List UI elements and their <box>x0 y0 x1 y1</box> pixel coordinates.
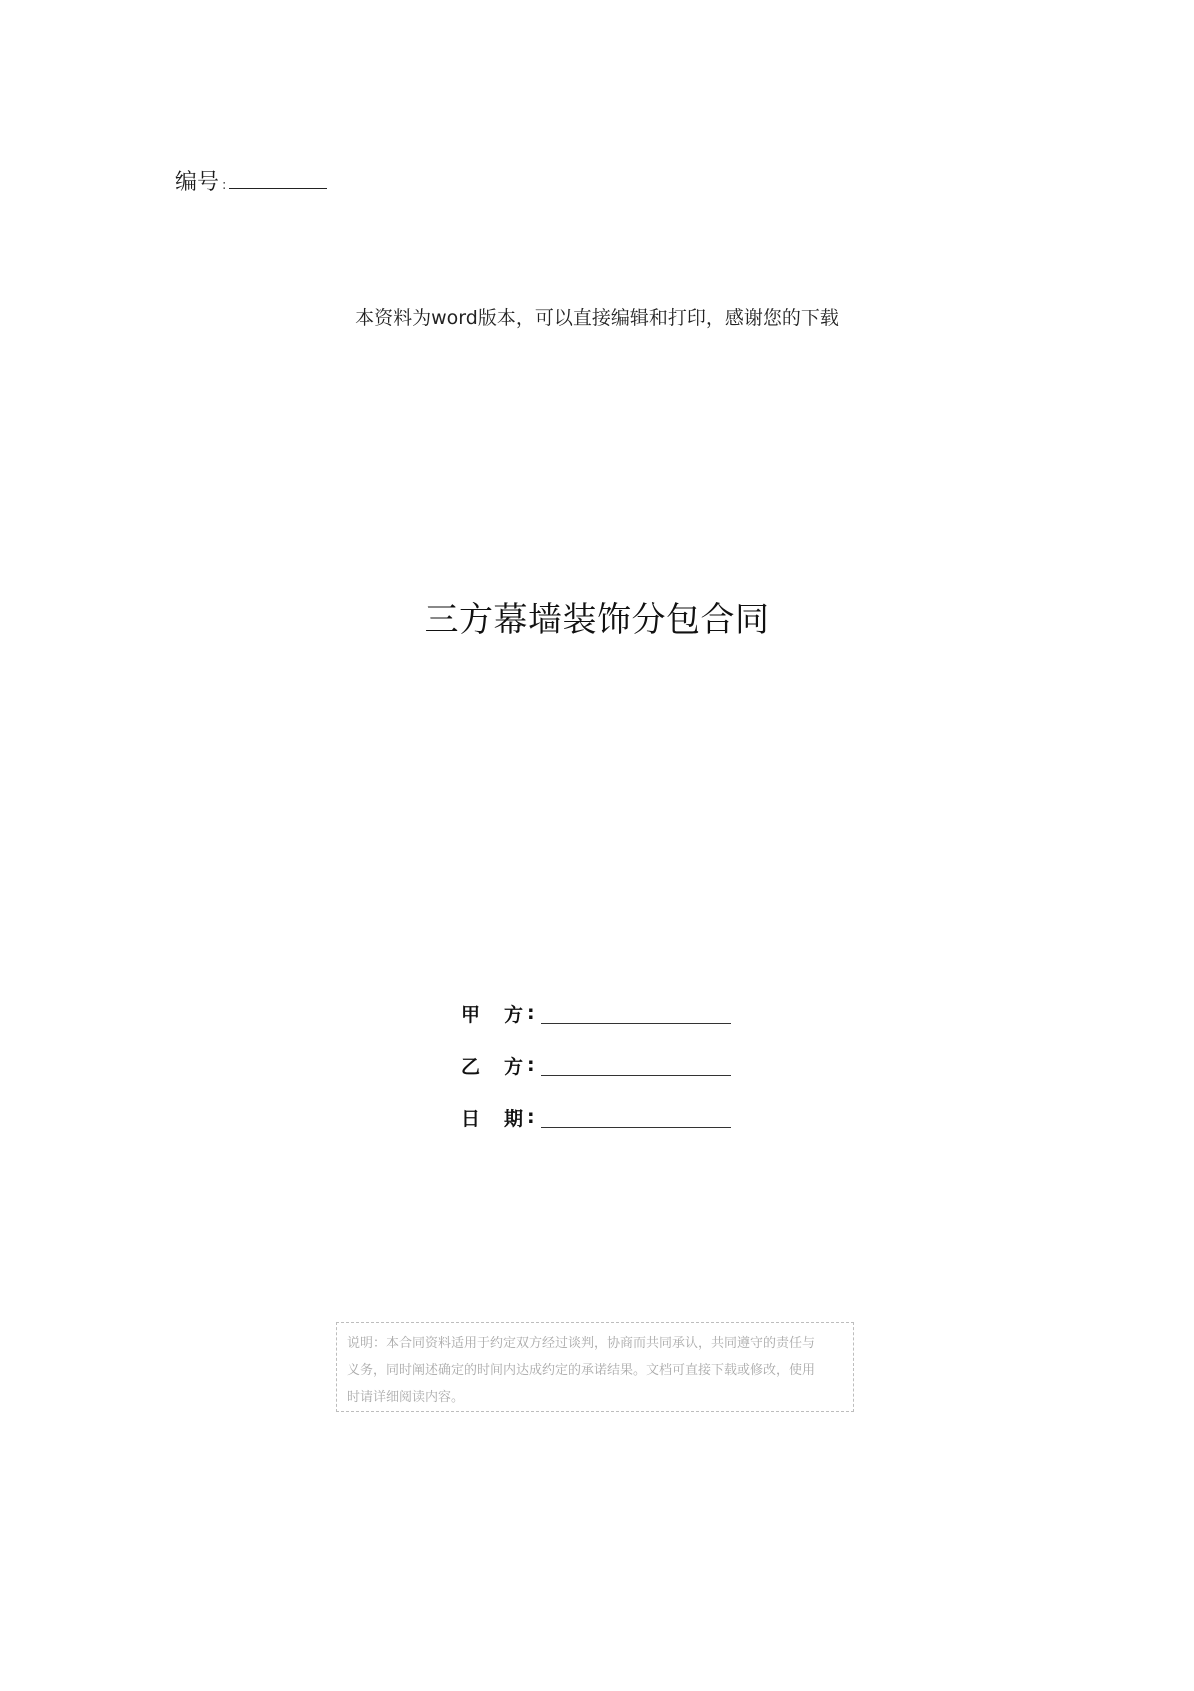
party-a-blank-line[interactable] <box>541 1003 731 1024</box>
date-row <box>461 1102 781 1132</box>
disclaimer-line-1: 说明：本合同资料适用于约定双方经过谈判，协商而共同承认，共同遵守的责任与 <box>347 1336 816 1351</box>
disclaimer-line-2: 义务，同时阐述确定的时间内达成约定的承诺结果。文档可直接下载或修改，使用 <box>347 1363 816 1378</box>
party-b-label-char1: 乙 <box>461 1055 481 1078</box>
date-label-char2: 期 <box>503 1107 523 1130</box>
party-a-label <box>461 1000 523 1027</box>
party-a-colon: : <box>527 1002 535 1024</box>
party-b-label-char2: 方 <box>503 1055 523 1078</box>
serial-number-blank-line[interactable] <box>229 168 327 189</box>
disclaimer-line-3: 时请详细阅读内容。 <box>347 1390 465 1405</box>
disclaimer-box <box>336 1322 854 1412</box>
party-b-colon: : <box>527 1054 535 1076</box>
date-blank-line[interactable] <box>541 1107 731 1128</box>
date-colon: : <box>527 1106 535 1128</box>
signature-block <box>461 998 781 1154</box>
document-title: 三方幕墙装饰分包合同 <box>424 600 770 640</box>
party-a-row <box>461 998 781 1028</box>
date-label-char1: 日 <box>461 1107 481 1130</box>
party-b-blank-line[interactable] <box>541 1055 731 1076</box>
date-label <box>461 1104 523 1131</box>
party-a-label-char1: 甲 <box>461 1003 481 1026</box>
download-notice: 本资料为word版本，可以直接编辑和打印，感谢您的下载 <box>355 307 839 329</box>
party-a-label-char2: 方 <box>503 1003 523 1026</box>
serial-number-label: 编号 <box>175 170 220 195</box>
serial-number-colon: : <box>222 178 227 193</box>
party-b-row <box>461 1050 781 1080</box>
serial-number-field <box>175 168 327 201</box>
party-b-label <box>461 1052 523 1079</box>
